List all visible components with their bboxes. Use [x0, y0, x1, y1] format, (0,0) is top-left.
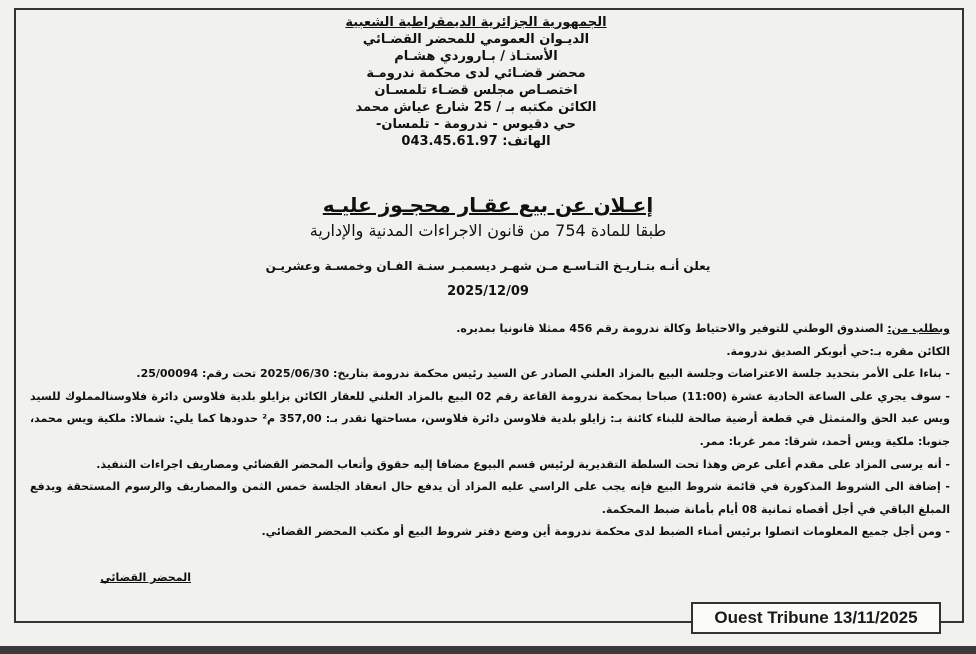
- paragraph-bid: - أنه يرسى المزاد على مقدم أعلى عرض وهذا تحت السلطة التقديرية لرئيس قسم البيوع مضافا إليه حقوق وأتعاب المحضر القضائي ومصاريف اجراءات التنفيذ.: [96, 457, 950, 471]
- notice-body: [30, 318, 950, 544]
- signature: المحضر القضائي: [100, 571, 191, 584]
- header-office: الديـوان العمومي للمحضر القضـائي: [362, 32, 590, 47]
- announce-line: يعلن أنـه بتـاريـخ التـاسـع مـن شهـر ديسمبـر سنـة الفـان وخمسـة وعشريـن: [265, 259, 711, 273]
- header-address: الكائن مكتبه بـ / 25 شارع عياش محمد: [355, 100, 597, 115]
- header-jurisdiction: اختصـاص مجلس قضـاء تلمسـان: [374, 83, 578, 98]
- announce-date: 2025/12/09: [447, 284, 529, 299]
- header-district: حي دقيوس - ندرومة - تلمسان-: [376, 117, 576, 132]
- notice-title: إعـلان عن بيع عقـار محجـوز عليـه: [322, 193, 654, 217]
- requester-label: وبطلب من:: [887, 322, 950, 335]
- notice-subtitle: طبقا للمادة 754 من قانون الاجراءات المدنية والإدارية: [309, 221, 667, 240]
- paragraph-contact: - ومن أجل جميع المعلومات اتصلوا برئيس أمناء الضبط لدى محكمة ندرومة أين وضع دفتر شروط البيع أو مكتب المحضر القضائي.: [261, 525, 950, 539]
- bottom-strip: [0, 646, 976, 654]
- requester-address: الكائن مقره بـ:حي أبوبكر الصديق ندرومة.: [726, 344, 950, 358]
- bailiff-header: [296, 14, 656, 150]
- phone-number: 043.45.61.97: [401, 134, 498, 149]
- header-name: الأستـاذ / بـاروردي هشـام: [394, 49, 558, 64]
- paragraph-order: - بناءا على الأمر بتحديد جلسة الاعتراضات وجلسة البيع بالمزاد العلني الصادر عن السيد رئيس محكمة ندرومة بتاريخ: 2025/06/30 تحت رقم: 25/00094.: [136, 367, 950, 381]
- header-republic: الجمهورية الجزائرية الديمقراطية الشعبية: [345, 15, 607, 30]
- requester-text: الصندوق الوطني للتوفير والاحتياط وكالة ندرومة رقم 456 ممثلا قانونيا بمديره.: [456, 322, 888, 335]
- paragraph-sale: - سوف يجري على الساعة الحادية عشرة (11:00) صباحا بمحكمة ندرومة القاعة رقم 02 البيع بالمزاد العلني للعقار الكائن بزايلو بلدية فلاوسن دائرة فلاوسنالمملوك للسيد ويس عبد الحق والمتمثل في قطعة أرضية صالحة للبناء كائنة بـ: زايلو بلدية فلاوسن دائرة فلاوسن، مساحتها تقدر بـ: 357,00 م² حدودها كما يلي: شمالا: ملكية ويس محمد، جنوبا: ملكية ويس أحمد، شرقا: ممر غربا: ممر.: [30, 389, 950, 448]
- source-badge: Ouest Tribune 13/11/2025: [691, 602, 941, 634]
- header-court: محضر قضـائي لدى محكمة ندرومـة: [366, 66, 586, 81]
- phone-label: الهاتف:: [502, 134, 551, 149]
- requester-line: [30, 318, 950, 341]
- header-phone-line: [296, 133, 656, 150]
- paragraph-payment: - إضافة الى الشروط المذكورة في قائمة شروط البيع فإنه يجب على الراسي عليه المزاد أن يدفع حال انعقاد الجلسة خمس الثمن والمصاريف والرسوم المستحقة ويدفع المبلغ الباقي في أجل أقصاه ثمانية 08 أيام بأمانة ضبط المحكمة.: [30, 480, 950, 516]
